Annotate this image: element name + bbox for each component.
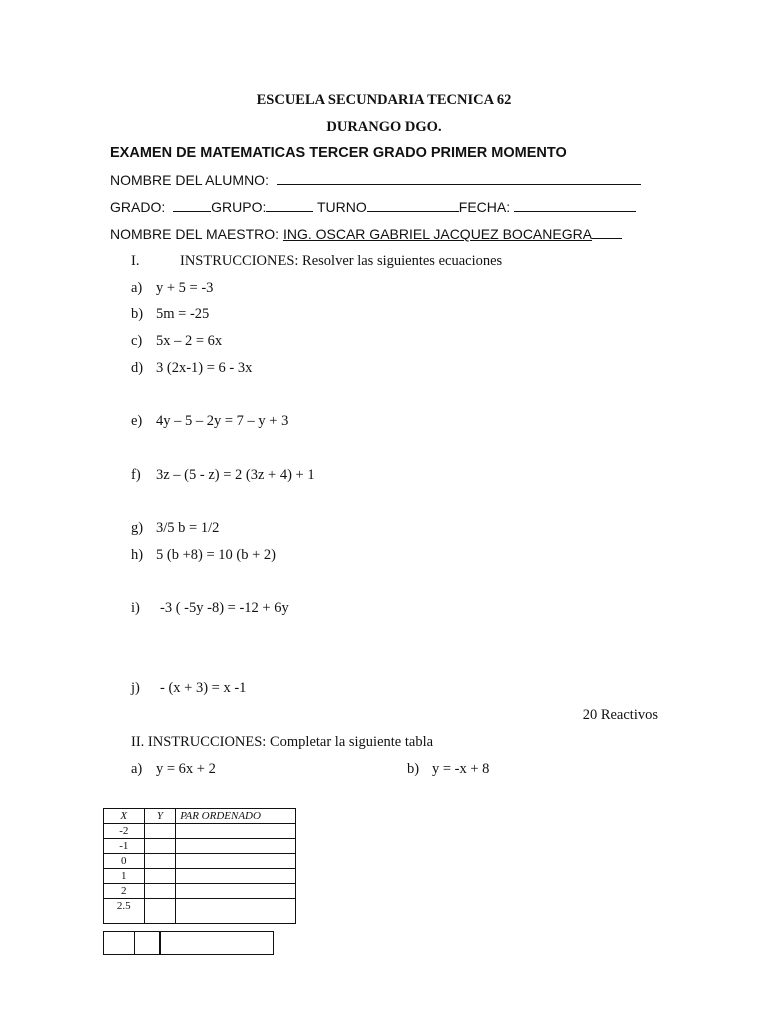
- equation: 5x – 2 = 6x: [156, 333, 223, 349]
- equation: - (x + 3) = x -1: [160, 680, 247, 696]
- school-title: ESCUELA SECUNDARIA TECNICA 62: [256, 92, 512, 108]
- date-blank[interactable]: [514, 210, 636, 212]
- group-label: GRUPO:: [211, 199, 267, 215]
- teacher-name: ING. OSCAR GABRIEL JACQUEZ BOCANEGRA: [282, 226, 593, 242]
- section1-number: I.: [131, 253, 140, 269]
- y-cell[interactable]: [144, 899, 176, 924]
- item-label: i): [131, 600, 140, 616]
- y-cell[interactable]: [144, 884, 176, 899]
- shift-blank[interactable]: [367, 210, 459, 212]
- item-label: h): [131, 547, 144, 563]
- table-row: [104, 869, 296, 884]
- item-label: f): [131, 467, 141, 483]
- equation-item-i: [131, 600, 289, 617]
- grade-blank[interactable]: [173, 210, 211, 212]
- date-label: FECHA:: [458, 199, 511, 215]
- section2-instructions: II. INSTRUCCIONES: Completar la siguiente tabla: [131, 734, 434, 750]
- section1-instructions: INSTRUCCIONES: Resolver las siguientes ecuaciones: [180, 253, 503, 269]
- equation: 5m = -25: [156, 306, 210, 322]
- reactivos-count: 20 Reactivos: [582, 707, 658, 723]
- item-label: a): [131, 280, 143, 296]
- equation-item-f: [131, 467, 315, 484]
- equation: 5 (b +8) = 10 (b + 2): [156, 547, 276, 563]
- equation-item-c: [131, 333, 222, 350]
- equation: 4y – 5 – 2y = 7 – y + 3: [156, 413, 289, 429]
- function-b-label: b): [407, 761, 420, 777]
- pair-cell[interactable]: [176, 899, 296, 924]
- equation: 3/5 b = 1/2: [156, 520, 220, 536]
- equation: 3z – (5 - z) = 2 (3z + 4) + 1: [156, 467, 315, 483]
- table-header-row: [104, 809, 296, 824]
- pair-cell[interactable]: [176, 884, 296, 899]
- city-title: DURANGO DGO.: [326, 119, 442, 135]
- function-b-eq: y = -x + 8: [432, 761, 490, 777]
- shift-label: TURNO: [317, 199, 367, 215]
- pair-cell[interactable]: [176, 824, 296, 839]
- student-name-field: [110, 172, 641, 188]
- student-name-label: NOMBRE DEL ALUMNO:: [110, 172, 269, 188]
- equation-item-j: [131, 680, 246, 697]
- y-cell[interactable]: [144, 839, 176, 854]
- blank-box[interactable]: [103, 931, 135, 955]
- y-cell[interactable]: [144, 824, 176, 839]
- teacher-field: [110, 226, 622, 242]
- grade-group-row: [110, 199, 636, 215]
- equation-item-b: [131, 306, 209, 323]
- item-label: c): [131, 333, 143, 349]
- x-value: 2.5: [104, 899, 145, 924]
- table-row: [104, 854, 296, 869]
- equation: y + 5 = -3: [156, 280, 214, 296]
- function-a-eq: y = 6x + 2: [156, 761, 216, 777]
- item-label: j): [131, 680, 140, 696]
- table-row: [104, 839, 296, 854]
- item-label: b): [131, 306, 144, 322]
- equation-item-e: [131, 413, 288, 430]
- table-row: [104, 884, 296, 899]
- header-par-ordenado: PAR ORDENADO: [176, 809, 296, 824]
- equation-item-a: [131, 280, 213, 297]
- equation-item-d: [131, 360, 252, 377]
- equation: 3 (2x-1) = 6 - 3x: [156, 360, 253, 376]
- equation-item-g: [131, 520, 219, 537]
- x-value: -1: [104, 839, 145, 854]
- values-table: [103, 808, 296, 924]
- x-value: 2: [104, 884, 145, 899]
- function-b: [407, 761, 489, 778]
- student-name-blank[interactable]: [277, 183, 641, 185]
- equation-item-h: [131, 547, 276, 564]
- blank-box[interactable]: [134, 931, 160, 955]
- exam-title: EXAMEN DE MATEMATICAS TERCER GRADO PRIMER MOMENTO: [110, 145, 567, 161]
- function-a-label: a): [131, 761, 143, 777]
- blank-box[interactable]: [160, 931, 274, 955]
- y-cell[interactable]: [144, 854, 176, 869]
- teacher-blank: [592, 237, 622, 239]
- y-cell[interactable]: [144, 869, 176, 884]
- group-blank[interactable]: [266, 210, 313, 212]
- pair-cell[interactable]: [176, 869, 296, 884]
- pair-cell[interactable]: [176, 839, 296, 854]
- header-x: X: [104, 809, 145, 824]
- pair-cell[interactable]: [176, 854, 296, 869]
- item-label: e): [131, 413, 143, 429]
- x-value: 0: [104, 854, 145, 869]
- function-a: [131, 761, 216, 778]
- x-value: 1: [104, 869, 145, 884]
- header-y: Y: [144, 809, 176, 824]
- item-label: g): [131, 520, 144, 536]
- grade-label: GRADO:: [110, 199, 166, 215]
- table-row: [104, 899, 296, 924]
- teacher-label: NOMBRE DEL MAESTRO:: [110, 226, 280, 242]
- equation: -3 ( -5y -8) = -12 + 6y: [160, 600, 289, 616]
- item-label: d): [131, 360, 144, 376]
- x-value: -2: [104, 824, 145, 839]
- table-row: [104, 824, 296, 839]
